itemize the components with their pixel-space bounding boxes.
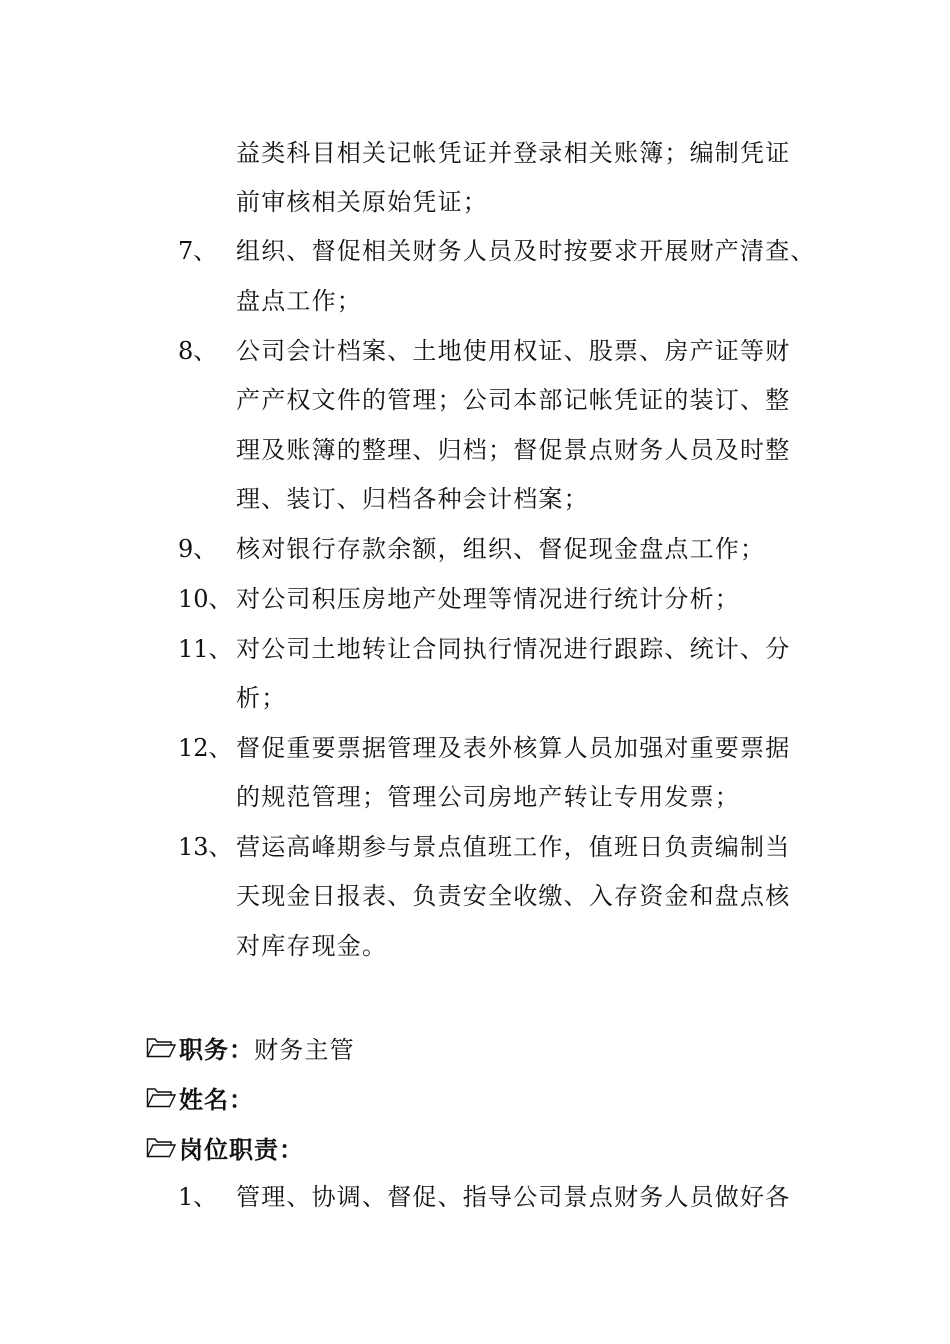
item-text: 营运高峰期参与景点值班工作，值班日负责编制当 xyxy=(236,833,791,861)
item-text: 理及账簿的整理、归档；督促景点财务人员及时整 xyxy=(236,436,791,464)
field-position xyxy=(146,1030,355,1064)
item-text: 对公司积压房地产处理等情况进行统计分析； xyxy=(236,585,740,613)
item-number: 7、 xyxy=(178,237,218,265)
field-name xyxy=(146,1080,254,1114)
item-text: 产产权文件的管理；公司本部记帐凭证的装订、整 xyxy=(236,386,791,414)
item-text: 对库存现金。 xyxy=(236,932,388,960)
item-number: 9、 xyxy=(178,535,218,563)
field-label: 岗位职责： xyxy=(179,1134,304,1164)
item-number: 13、 xyxy=(178,833,233,861)
item-number: 11、 xyxy=(178,635,233,663)
field-duties xyxy=(146,1130,304,1164)
item-text: 督促重要票据管理及表外核算人员加强对重要票据 xyxy=(236,734,791,762)
item-text: 公司会计档案、土地使用权证、股票、房产证等财 xyxy=(236,337,791,365)
field-label: 姓名： xyxy=(179,1084,254,1114)
text-line: 益类科目相关记帐凭证并登录相关账簿；编制凭证 xyxy=(236,139,791,167)
item-text: 核对银行存款余额，组织、督促现金盘点工作； xyxy=(236,535,766,563)
item-text: 的规范管理；管理公司房地产转让专用发票； xyxy=(236,783,740,811)
duty-number: 1、 xyxy=(178,1183,218,1211)
field-value: 财务主管 xyxy=(254,1035,355,1064)
field-label: 职务： xyxy=(179,1034,254,1064)
item-number: 8、 xyxy=(178,337,218,365)
item-text: 组织、督促相关财务人员及时按要求开展财产清查、 xyxy=(236,237,816,265)
folder-icon xyxy=(146,1136,176,1158)
item-text: 理、装订、归档各种会计档案； xyxy=(236,485,589,513)
item-text: 析； xyxy=(236,684,287,712)
text-line: 前审核相关原始凭证； xyxy=(236,188,488,216)
duty-text: 管理、协调、督促、指导公司景点财务人员做好各 xyxy=(236,1183,791,1211)
item-number: 10、 xyxy=(178,585,233,613)
folder-icon xyxy=(146,1086,176,1108)
item-text: 天现金日报表、负责安全收缴、入存资金和盘点核 xyxy=(236,882,791,910)
item-text: 盘点工作； xyxy=(236,287,362,315)
folder-icon xyxy=(146,1036,176,1058)
item-text: 对公司土地转让合同执行情况进行跟踪、统计、分 xyxy=(236,635,791,663)
item-number: 12、 xyxy=(178,734,233,762)
